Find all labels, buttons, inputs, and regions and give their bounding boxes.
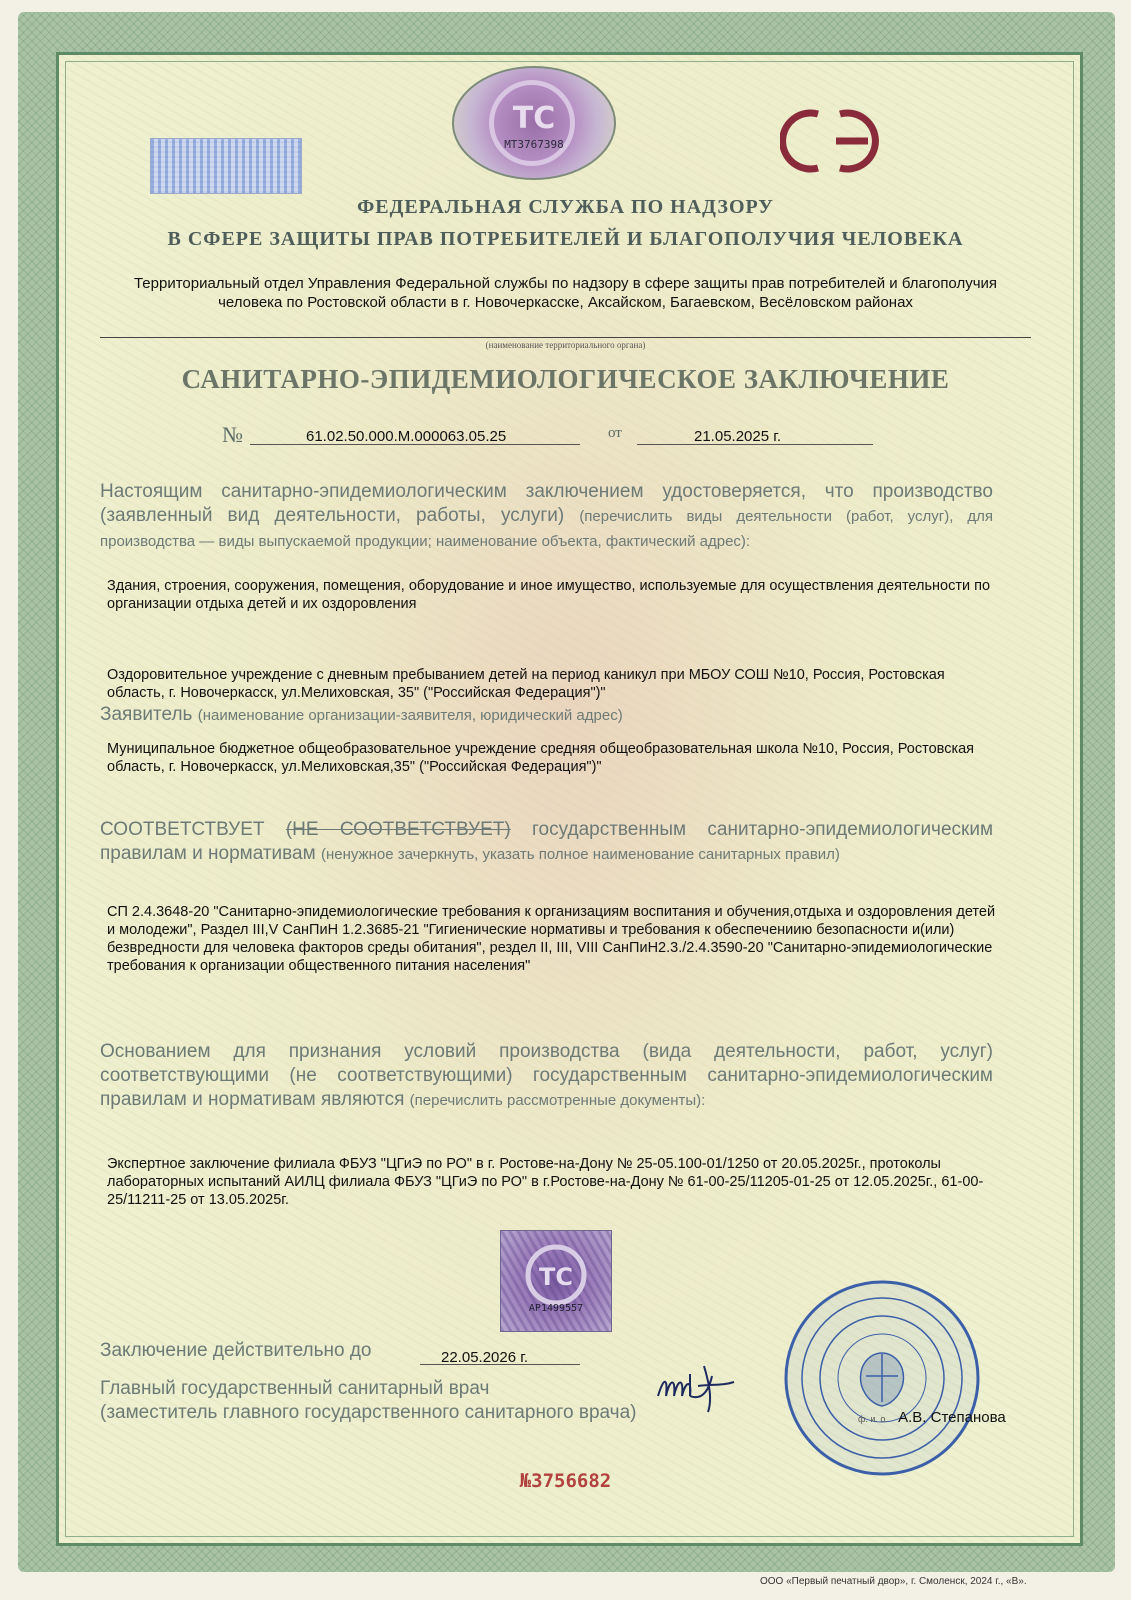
- emblem-code: MT3767398: [504, 138, 564, 151]
- certify-hint: (перечислить виды деятельности (работ, услуг), для производства — виды выпускаемой продукции; наименование объекта, фактический адрес):: [100, 508, 993, 550]
- agency-header-line1: ФЕДЕРАЛЬНАЯ СЛУЖБА ПО НАДЗОРУ: [357, 196, 774, 218]
- hologram-emblem-icon: [452, 66, 616, 180]
- basis-hint: (перечислить рассмотренные документы):: [409, 1092, 706, 1109]
- applicant-label: Заявитель: [100, 704, 193, 725]
- conformity-struck: (НЕ СООТВЕТСТВУЕТ): [285, 819, 511, 840]
- serial-number: №3756682: [519, 1470, 612, 1492]
- se-logo-icon: [780, 106, 880, 176]
- hologram-strip: [150, 138, 302, 194]
- signer-initials: ф. и. о.: [858, 1414, 888, 1424]
- signer-name: [858, 1409, 1006, 1426]
- rules-value: СП 2.4.3648-20 "Санитарно-эпидемиологические требования к организациям воспитания и обучения,отдыха и оздоровления детей и молодежи", Раздел III,V СанПиН 1.2.3685-21 "Гигиенические нормативы и требования к обеспечениию безопасности и(или) безвредности для человека факторов среды обитания", рездел II, III, VIII СанПиН2.3./2.4.3590-20 "Санитарно-эпидемиологические требования к организации общественного питания населения": [107, 904, 996, 974]
- applicant-label-row: [100, 704, 990, 726]
- doctor-deputy: (заместитель главного государственного санитарного врача): [100, 1402, 637, 1423]
- document-date: 21.05.2025 г.: [694, 428, 782, 445]
- official-stamp-icon: [782, 1278, 982, 1478]
- applicant-value: Муниципальное бюджетное общеобразовательное учреждение средняя общеобразовательная школа №10, Россия, Ростовская область, г. Новочеркасск, ул.Мелиховская,35" ("Российская Федерация")": [107, 741, 975, 775]
- agency-header-line2: В СФЕРЕ ЗАЩИТЫ ПРАВ ПОТРЕБИТЕЛЕЙ И БЛАГОПОЛУЧИЯ ЧЕЛОВЕКА: [167, 228, 964, 250]
- sticker-code: АР1499557: [528, 1303, 584, 1314]
- activity-value: Здания, строения, сооружения, помещения, оборудование и иное имущество, используемые для осуществления деятельности по организации отдыха детей и их оздоровления: [107, 578, 991, 612]
- printer-imprint: ООО «Первый печатный двор», г. Смоленск, 2024 г., «В».: [760, 1576, 1027, 1587]
- signer-fullname: А.В. Степанова: [898, 1409, 1006, 1426]
- applicant-hint: (наименование организации-заявителя, юридический адрес): [197, 707, 623, 724]
- date-label: от: [608, 425, 622, 441]
- certify-main: Настоящим санитарно-эпидемиологическим заключением удостоверяется, что производство (заявленный вид деятельности, работы, услуги): [100, 481, 993, 526]
- documents-value: Экспертное заключение филиала ФБУЗ "ЦГиЭ по РО" в г. Ростове-на-Дону № 25-05.100-01/1250 от 20.05.2025г., протоколы лабораторных испытаний АИЛЦ филиала ФБУЗ "ЦГиЭ по РО" в г.Ростове-на-Дону № 61-00-25/11205-01-25 от 12.05.2025г., 61-00-25/11211-25 от 13.05.2025г.: [107, 1156, 984, 1208]
- basis-paragraph: [100, 1040, 993, 1113]
- divider: [100, 337, 1031, 338]
- object-value: Оздоровительное учреждение с дневным пребыванием детей на период каникул при МБОУ СОШ №10, Россия, Ростовская область, г. Новочеркасск, ул.Мелиховская, 35" ("Российская Федерация")": [107, 667, 945, 701]
- number-sign: №: [222, 422, 243, 447]
- document-number: 61.02.50.000.М.000063.05.25: [306, 428, 507, 445]
- svg-text:ТС: ТС: [539, 1263, 573, 1291]
- conformity-word: СООТВЕТСТВУЕТ: [100, 819, 265, 840]
- territorial-organ: Территориальный отдел Управления Федеральной службы по надзору в сфере защиты прав потребителей и благополучия человека по Ростовской области в г. Новочеркасске, Аксайском, Багаевском, Весёловском районах: [133, 275, 998, 311]
- organ-caption: (наименование территориального органа): [485, 340, 646, 350]
- conformity-paragraph: [100, 818, 993, 867]
- document-title: САНИТАРНО-ЭПИДЕМИОЛОГИЧЕСКОЕ ЗАКЛЮЧЕНИЕ: [181, 364, 950, 394]
- conformity-hint: (ненужное зачеркнуть, указать полное наименование санитарных правил): [320, 846, 840, 863]
- signature-icon: [650, 1356, 740, 1416]
- certify-paragraph: [100, 480, 993, 554]
- validity-label: Заключение действительно до: [100, 1340, 372, 1361]
- conformity-rest: государственным санитарно-эпидемиологическим правилам и нормативам: [100, 819, 994, 864]
- validity-date: 22.05.2026 г.: [441, 1349, 529, 1366]
- doctor-title: Главный государственный санитарный врач: [100, 1378, 490, 1399]
- svg-text:ТС: ТС: [512, 101, 556, 136]
- basis-main: Основанием для признания условий производства (вида деятельности, работ, услуг) соответствующими (не соответствующими) государственным санитарно-эпидемиологическим правилам и нормативам являются: [100, 1041, 993, 1110]
- hologram-sticker-icon: [500, 1230, 612, 1332]
